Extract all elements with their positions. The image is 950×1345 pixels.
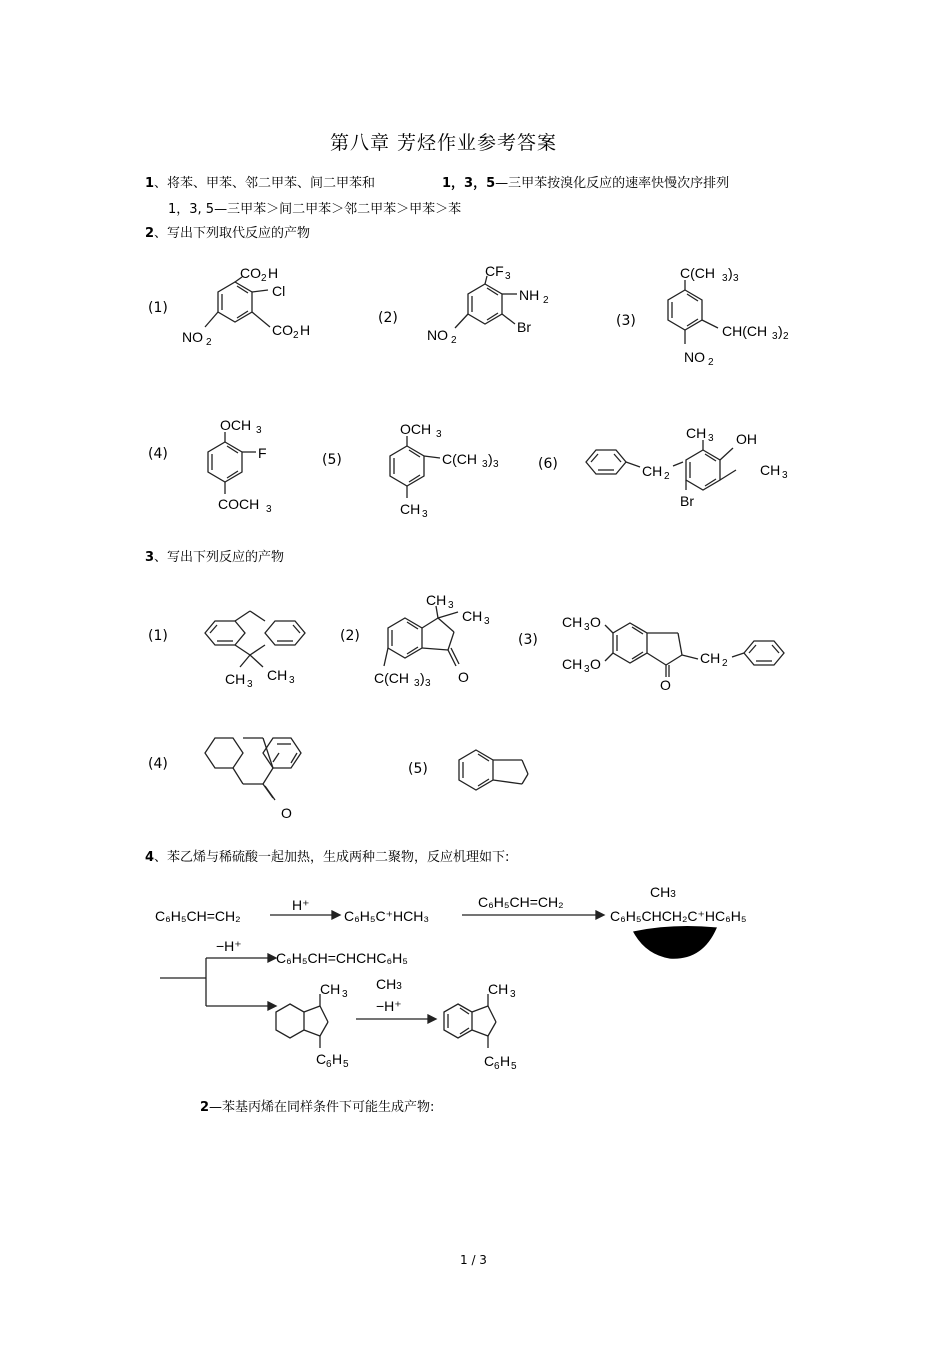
q3-label-2: (2) <box>340 628 360 644</box>
svg-text:CH: CH <box>488 981 509 997</box>
svg-text:): ) <box>488 451 493 467</box>
question-1-answer: 1，3, 5—三甲苯＞间二甲苯＞邻二甲苯＞甲苯＞苯 <box>168 202 462 217</box>
mech-intermediate-2: C₆H₅CHCH₂C⁺HC₆H₅ <box>610 908 747 924</box>
structure-q3-5 <box>452 742 542 797</box>
structure-q3-1 <box>195 605 320 690</box>
svg-text:O: O <box>458 669 469 685</box>
svg-text:3: 3 <box>493 459 499 470</box>
ink-blot <box>632 924 722 964</box>
svg-text:2: 2 <box>722 658 728 669</box>
question-4 <box>145 846 509 865</box>
svg-text:Br: Br <box>517 319 531 335</box>
structure-q2-4 <box>190 412 300 522</box>
q3-label-3: (3) <box>518 632 538 648</box>
svg-text:CH: CH <box>462 608 483 624</box>
svg-text:3: 3 <box>708 433 714 444</box>
structure-q2-2 <box>425 262 575 352</box>
svg-text:OH: OH <box>736 431 757 447</box>
svg-text:3: 3 <box>505 271 511 282</box>
page-title: 第八章 芳烃作业参考答案 <box>330 132 558 154</box>
svg-text:3: 3 <box>436 429 442 440</box>
svg-text:CH: CH <box>760 462 781 478</box>
svg-text:): ) <box>728 265 733 281</box>
svg-text:CH: CH <box>426 592 447 608</box>
svg-text:OCH: OCH <box>220 417 252 433</box>
svg-text:3: 3 <box>584 622 590 633</box>
structure-q3-4 <box>195 728 325 828</box>
svg-text:C: C <box>316 1051 327 1067</box>
page-number: 1 / 3 <box>460 1253 487 1267</box>
mech-intermediate-1: C₆H₅C⁺HCH₃ <box>344 908 430 924</box>
svg-text:): ) <box>778 323 783 339</box>
structure-cyclized-cation <box>268 978 363 1073</box>
svg-text:C(CH: C(CH <box>680 265 715 281</box>
svg-text:2: 2 <box>261 273 267 284</box>
svg-text:CH: CH <box>642 463 663 479</box>
svg-text:3: 3 <box>448 600 454 611</box>
svg-text:6: 6 <box>326 1059 332 1070</box>
svg-text:H: H <box>300 322 311 338</box>
svg-text:CO: CO <box>272 322 293 338</box>
svg-text:3: 3 <box>584 664 590 675</box>
svg-text:CH: CH <box>700 650 721 666</box>
svg-text:2: 2 <box>206 337 212 348</box>
svg-text:OCH: OCH <box>400 421 432 437</box>
svg-text:O: O <box>281 805 292 821</box>
svg-text:6: 6 <box>494 1061 500 1072</box>
svg-text:3: 3 <box>510 989 516 1000</box>
mech-arrow-1 <box>270 910 340 922</box>
q3-label-5: (5) <box>408 761 428 777</box>
svg-text:NO: NO <box>427 327 448 343</box>
svg-text:CO: CO <box>240 265 261 281</box>
structure-q2-5 <box>372 416 522 526</box>
svg-text:2: 2 <box>451 335 457 346</box>
question-5-number: 2 <box>200 1100 210 1115</box>
svg-text:2: 2 <box>783 331 789 342</box>
mech-step2-reagent: C₆H₅CH=CH₂ <box>478 894 564 910</box>
question-1-number: 1 <box>145 176 155 191</box>
svg-text:3: 3 <box>733 273 739 284</box>
mech-intermediate-2-methyl: CH3 <box>650 884 676 900</box>
structure-q2-6 <box>578 420 808 520</box>
svg-text:CH: CH <box>562 614 583 630</box>
svg-text:3: 3 <box>425 678 431 689</box>
q2-label-1: (1) <box>148 300 168 316</box>
svg-text:Cl: Cl <box>272 283 286 299</box>
svg-text:F: F <box>258 445 267 461</box>
svg-text:H: H <box>332 1051 343 1067</box>
svg-text:C: C <box>484 1053 495 1069</box>
svg-text:O: O <box>590 656 601 672</box>
svg-text:CH: CH <box>225 671 246 687</box>
mech-arrow-2 <box>462 910 604 922</box>
svg-text:3: 3 <box>722 273 728 284</box>
q3-label-4: (4) <box>148 756 168 772</box>
svg-text:3: 3 <box>414 678 420 689</box>
structure-q2-1 <box>180 262 330 352</box>
svg-text:CH: CH <box>267 667 288 683</box>
svg-text:COCH: COCH <box>218 496 260 512</box>
mech-arrow-3 <box>356 1014 436 1026</box>
svg-text:CF: CF <box>485 263 504 279</box>
svg-text:3: 3 <box>342 989 348 1000</box>
question-4-number: 4 <box>145 850 155 865</box>
svg-text:2: 2 <box>293 330 299 341</box>
q2-label-6: (6) <box>538 456 558 472</box>
svg-text:CH(CH: CH(CH <box>722 323 768 339</box>
q3-label-1: (1) <box>148 628 168 644</box>
svg-text:NO: NO <box>182 329 203 345</box>
svg-text:C(CH: C(CH <box>374 670 409 686</box>
svg-text:5: 5 <box>511 1061 517 1072</box>
svg-text:3: 3 <box>482 459 488 470</box>
svg-text:3: 3 <box>247 679 253 690</box>
structure-q3-3 <box>560 605 800 695</box>
mech-step1-reagent: H⁺ <box>292 897 310 913</box>
structure-final-product <box>436 978 536 1073</box>
svg-text:NH: NH <box>519 287 540 303</box>
svg-text:H: H <box>500 1053 511 1069</box>
svg-text:2: 2 <box>708 357 714 368</box>
question-1-text-a: 、将苯、甲苯、邻二甲苯、间二甲苯和 <box>154 176 376 191</box>
svg-text:3: 3 <box>484 616 490 627</box>
svg-text:O: O <box>660 677 671 693</box>
question-1-continued <box>442 172 729 191</box>
svg-text:NO: NO <box>684 349 705 365</box>
question-2-number: 2 <box>145 226 155 241</box>
svg-text:3: 3 <box>266 504 272 515</box>
mech-loss-1: −H⁺ <box>216 938 242 954</box>
svg-text:CH: CH <box>686 425 707 441</box>
mech-product-1-methyl: CH3 <box>376 976 402 992</box>
question-5-text: —苯基丙烯在同样条件下可能生成产物: <box>209 1100 435 1115</box>
svg-text:CH: CH <box>320 981 341 997</box>
svg-text:5: 5 <box>343 1059 349 1070</box>
question-3 <box>145 546 284 565</box>
question-3-text: 、写出下列反应的产物 <box>154 550 285 565</box>
svg-text:CH: CH <box>400 501 421 517</box>
structure-q2-3 <box>660 262 820 372</box>
question-1-nums: 1，3，5 <box>442 176 496 191</box>
question-1-text-b: —三甲苯按溴化反应的速率快慢次序排列 <box>495 176 730 191</box>
svg-text:): ) <box>420 670 425 686</box>
question-1 <box>145 172 375 191</box>
svg-text:2: 2 <box>543 295 549 306</box>
q2-label-5: (5) <box>322 452 342 468</box>
svg-text:3: 3 <box>256 425 262 436</box>
structure-q3-2 <box>370 590 510 695</box>
question-2-text: 、写出下列取代反应的产物 <box>154 226 311 241</box>
mech-product-1: C₆H₅CH=CHCHC₆H₅ <box>276 950 408 966</box>
question-4-text: 、苯乙烯与稀硫酸一起加热，生成两种二聚物，反应机理如下: <box>154 850 510 865</box>
svg-text:2: 2 <box>664 471 670 482</box>
svg-text:3: 3 <box>289 675 295 686</box>
svg-text:3: 3 <box>782 470 788 481</box>
svg-text:C(CH: C(CH <box>442 451 477 467</box>
mech-start: C₆H₅CH=CH₂ <box>155 908 241 924</box>
question-2 <box>145 222 310 241</box>
question-3-number: 3 <box>145 550 155 565</box>
svg-text:O: O <box>590 614 601 630</box>
svg-text:H: H <box>268 265 279 281</box>
mech-loss-2: −H⁺ <box>376 998 402 1014</box>
question-5 <box>200 1096 434 1115</box>
svg-text:CH: CH <box>562 656 583 672</box>
q2-label-2: (2) <box>378 310 398 326</box>
q2-label-3: (3) <box>616 313 636 329</box>
q2-label-4: (4) <box>148 446 168 462</box>
svg-text:Br: Br <box>680 493 694 509</box>
svg-text:3: 3 <box>772 331 778 342</box>
svg-text:3: 3 <box>422 509 428 520</box>
